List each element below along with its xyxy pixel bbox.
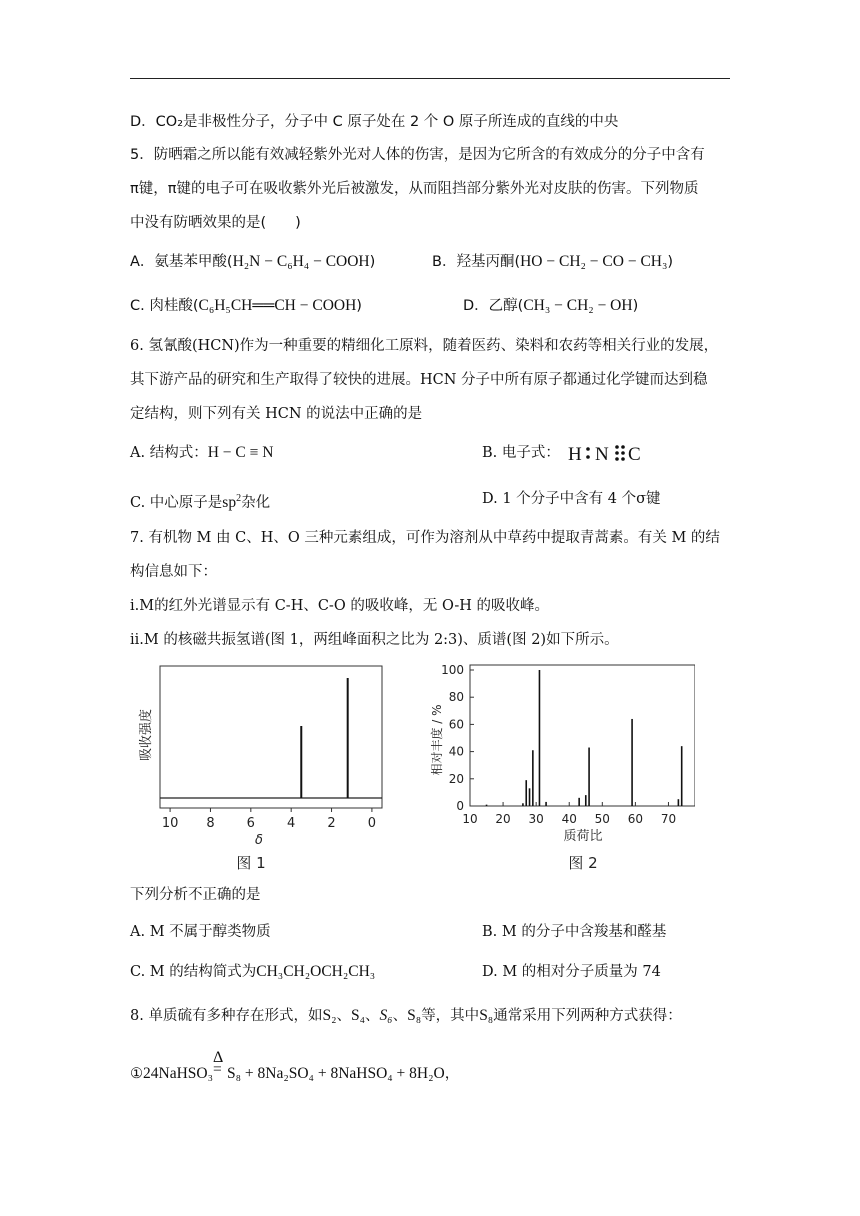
q5-line1: 5．防晒霜之所以能有效减轻紫外光对人体的伤害，是因为它所含的有效成分的分子中含有: [130, 147, 705, 163]
fig2-frame: [470, 665, 695, 806]
q8-eq1-prefix: ①: [130, 1066, 143, 1082]
q7-option-c-formula: CH₃CH₂OCH₂CH₃: [256, 963, 376, 980]
q5-option-b-label: B．羟基丙酮(: [432, 254, 521, 270]
fig2-ylabel: 相对丰度 / %: [430, 704, 444, 776]
q6-option-a-formula: H − C ≡ N: [207, 444, 274, 461]
hcn-electron-dot-formula: [566, 440, 656, 466]
q6-option-a-label: A. 结构式：: [130, 445, 208, 461]
q6-option-c: [130, 489, 270, 513]
q7-line2: 构信息如下：: [130, 564, 217, 580]
q6-option-c-label: C. 中心原子是: [130, 495, 223, 512]
header-rule: [130, 78, 730, 79]
q6-option-b: [482, 443, 560, 463]
q7-option-c: [130, 962, 375, 982]
q6-option-a: [130, 443, 273, 463]
fig2-xtick-label-3: 40: [561, 812, 577, 826]
q6-option-d: D. 1 个分子中含有 4 个σ键: [482, 491, 661, 507]
fig2-xtick-label-5: 60: [627, 812, 644, 826]
q5-option-a: [130, 252, 375, 272]
q5-option-d: [463, 296, 638, 316]
fig2-ytick-label-1: 20: [448, 771, 464, 786]
q8-s8b: S₈: [479, 1007, 494, 1024]
q7-option-d: D. M 的相对分子质量为 74: [482, 964, 661, 980]
q8-s2: S₂: [322, 1007, 337, 1024]
q7-question: 下列分析不正确的是: [130, 887, 261, 903]
figure-1-nmr: [130, 660, 400, 875]
q8-sep1: 、: [336, 1008, 351, 1024]
q8-eq1-delta: Δ: [213, 1049, 224, 1066]
svg-text:N: N: [595, 444, 609, 465]
q5-option-c-end: ): [356, 298, 362, 314]
q6-line3: 定结构，则下列有关 HCN 的说法中正确的是: [130, 406, 423, 422]
fig1-xtick-label-3: 4: [287, 816, 296, 831]
fig2-caption: 图 2: [568, 854, 598, 872]
fig1-xtick-label-0: 10: [161, 816, 179, 831]
q5-option-c-formula: C₆H₅CH══CH − COOH: [198, 297, 357, 314]
q5-option-a-formula: H₂N − C₆H₄ − COOH: [232, 253, 370, 270]
fig2-ytick-label-2: 40: [448, 744, 464, 759]
fig2-xtick-label-4: 50: [594, 812, 610, 826]
fig2-ytick-label-5: 100: [441, 663, 464, 677]
fig1-frame: [160, 666, 382, 808]
q5-option-a-end: ): [369, 254, 376, 270]
fig2-y-ticks: [441, 663, 474, 813]
fig2-ytick-label-4: 80: [448, 690, 464, 705]
q7-info2: ii.M 的核磁共振氢谱(图 1，两组峰面积之比为 2:3)、质谱(图 2)如下所示。: [130, 632, 619, 648]
q8-s8: S₈: [407, 1007, 422, 1024]
svg-text:H: H: [568, 444, 582, 465]
fig1-caption: 图 1: [236, 854, 266, 872]
q5-option-c: [130, 296, 362, 316]
q7-option-c-label: C. M 的结构简式为: [130, 964, 257, 980]
q8-sep2: 、: [365, 1008, 380, 1024]
svg-text:C: C: [628, 444, 641, 465]
fig1-xtick-label-1: 8: [206, 816, 215, 831]
q5-option-b-formula: HO − CH₂ − CO − CH₃: [520, 253, 668, 270]
figure-2-mass-spectrum: [425, 660, 695, 875]
fig1-xtick-label-2: 6: [246, 816, 255, 831]
q8-line1: [130, 1006, 682, 1026]
q8-text-a: 8. 单质硫有多种存在形式，如: [130, 1008, 323, 1024]
q6-option-c-formula: $sp^2$: [222, 493, 242, 512]
fig1-xtick-label-4: 2: [327, 816, 336, 831]
q6-line2: 其下游产品的研究和生产取得了较快的进展。HCN 分子中所有原子都通过化学键而达到稳: [130, 372, 708, 388]
fig2-xtick-label-6: 70: [660, 812, 677, 826]
q6-option-b-label: B. 电子式：: [482, 445, 560, 461]
q8-text-b: 等，其中: [421, 1008, 480, 1024]
q8-s4: S₄: [350, 1007, 366, 1024]
q5-line3: 中没有防晒效果的是( ): [130, 215, 301, 231]
q5-option-d-end: ): [632, 298, 639, 314]
q5-option-d-formula: CH₃ − CH₂ − OH: [523, 297, 633, 314]
option-d-previous: D．CO₂是非极性分子，分子中 C 原子处在 2 个 O 原子所连成的直线的中央: [130, 114, 619, 130]
fig1-ylabel: 吸收强度: [139, 708, 154, 762]
fig2-ytick-label-0: 0: [456, 799, 464, 813]
q5-option-a-label: A．氨基苯甲酸(: [130, 254, 233, 270]
fig2-xtick-label-2: 30: [528, 812, 544, 826]
fig2-xtick-label-1: 20: [495, 812, 511, 826]
q8-eq1-condition: Δ =: [213, 1049, 224, 1078]
q5-option-b-end: ): [667, 254, 674, 270]
fig2-xlabel: 质荷比: [563, 829, 603, 844]
q8-s6: S₆: [379, 1007, 393, 1024]
q5-option-b: [432, 252, 673, 272]
q8-eq1-lhs: 24NaHSO₃: [143, 1065, 213, 1082]
q5-line2: π键，π键的电子可在吸收紫外光后被激发，从而阻挡部分紫外光对皮肤的伤害。下列物质: [130, 181, 699, 197]
q5-option-d-label: D．乙醇(: [463, 298, 524, 314]
q8-sep3: 、: [392, 1008, 408, 1024]
q7-info1: i.M的红外光谱显示有 C-H、C-O 的吸收峰，无 O-H 的吸收峰。: [130, 598, 550, 614]
fig2-xtick-label-0: 10: [462, 812, 478, 826]
fig1-x-ticks: [162, 808, 376, 831]
q8-eq1-end: ，: [444, 1066, 460, 1082]
q8-eq1-rhs: S₈ + 8Na₂SO₄ + 8NaHSO₄ + 8H₂O: [227, 1065, 445, 1082]
q6-line1: 6. 氢氰酸(HCN)作为一种重要的精细化工原料，随着医药、染料和农药等相关行业的发展，: [130, 338, 719, 354]
fig1-xtick-label-5: 0: [367, 816, 377, 831]
q7-option-b: B. M 的分子中含羧基和醛基: [482, 924, 667, 940]
q7-option-a: A. M 不属于醇类物质: [130, 924, 271, 940]
q5-option-c-label: C. 肉桂酸(: [130, 298, 199, 314]
q8-equation-1: [130, 1049, 460, 1084]
fig1-xlabel: δ: [255, 833, 263, 848]
q7-line1: 7. 有机物 M 由 C、H、O 三种元素组成，可作为溶剂从中草药中提取青蒿素。有关 M 的结: [130, 530, 720, 546]
q8-text-c: 通常采用下列两种方式获得：: [493, 1008, 682, 1024]
q6-option-c-end: 杂化: [241, 495, 271, 512]
fig2-ytick-label-3: 60: [448, 717, 464, 732]
